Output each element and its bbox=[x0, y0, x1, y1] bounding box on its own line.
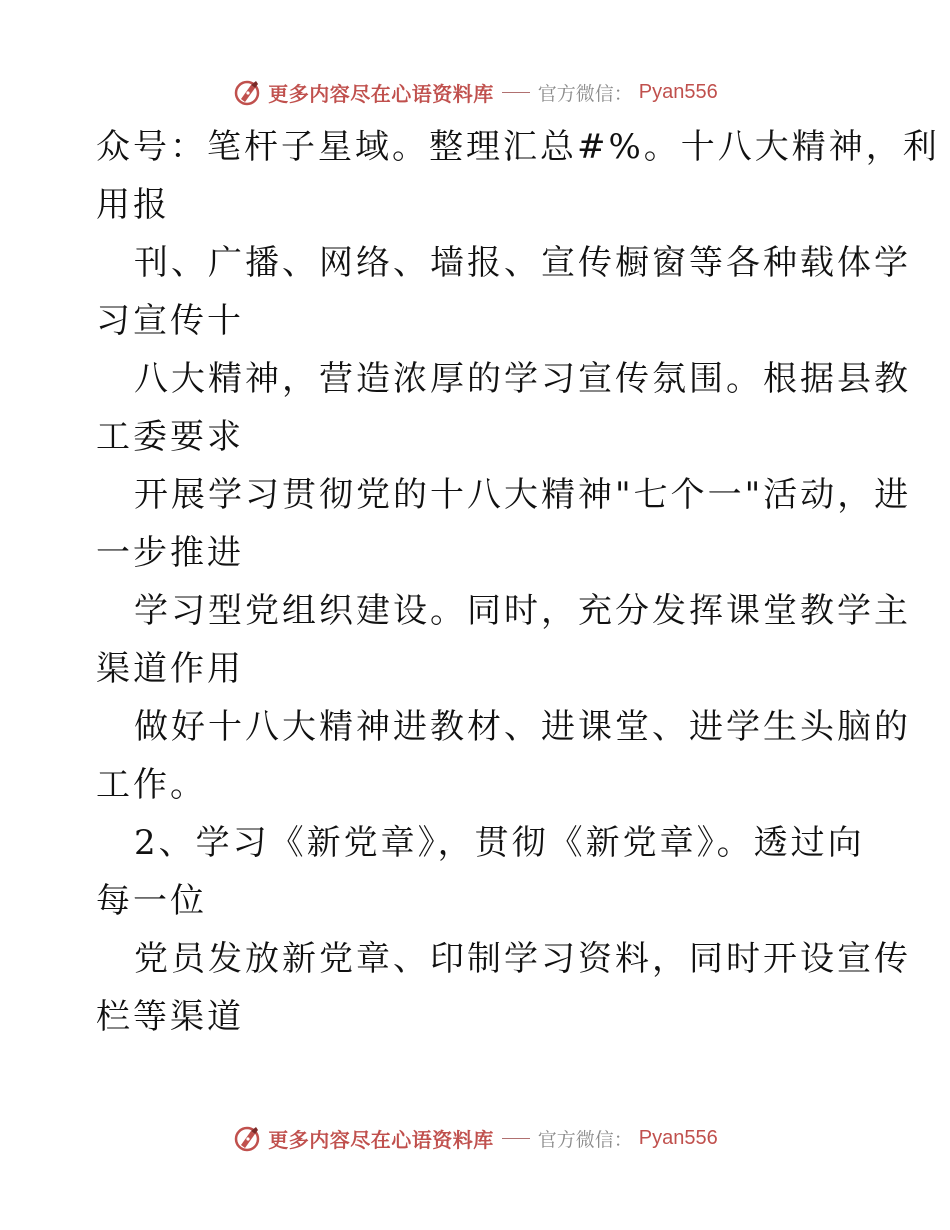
footer-id-text: Pyan556 bbox=[638, 1126, 718, 1149]
header-id-text: Pyan556 bbox=[638, 80, 718, 103]
header-main-text: 更多内容尽在心语资料库 bbox=[268, 81, 494, 106]
footer-sub-text: 官方微信： bbox=[537, 1128, 633, 1151]
doc-line: 工作。 bbox=[96, 765, 207, 805]
doc-line: 开展学习贯彻党的十八大精神"七个一"活动，进 bbox=[134, 475, 912, 515]
doc-line: 一步推进 bbox=[96, 533, 244, 573]
doc-line: 八大精神，营造浓厚的学习宣传氛围。根据县教 bbox=[134, 359, 911, 399]
header-sub-text: 官方微信： bbox=[537, 82, 633, 105]
footer-dash bbox=[502, 1138, 530, 1139]
header-banner bbox=[0, 72, 950, 112]
doc-line: 学习型党组织建设。同时，充分发挥课堂教学主 bbox=[134, 591, 911, 631]
pen-nib-circle-icon bbox=[232, 1123, 262, 1153]
footer-banner bbox=[0, 1118, 950, 1158]
doc-line: 栏等渠道 bbox=[96, 997, 244, 1037]
doc-line: 工委要求 bbox=[96, 417, 244, 457]
doc-line: 渠道作用 bbox=[96, 649, 244, 689]
doc-line: 做好十八大精神进教材、进课堂、进学生头脑的 bbox=[134, 707, 911, 747]
document-body bbox=[96, 118, 940, 1046]
doc-line: 2、学习《新党章》，贯彻《新党章》。透过向 bbox=[134, 823, 865, 863]
header-dash bbox=[502, 92, 530, 93]
doc-line: 众号：笔杆子星域。整理汇总#%。十八大精神，利 bbox=[96, 127, 940, 167]
pen-nib-circle-icon bbox=[232, 77, 262, 107]
doc-line: 习宣传十 bbox=[96, 301, 244, 341]
doc-line: 党员发放新党章、印制学习资料，同时开设宣传 bbox=[134, 939, 911, 979]
doc-line: 每一位 bbox=[96, 881, 207, 921]
doc-line: 用报 bbox=[96, 185, 170, 225]
footer-main-text: 更多内容尽在心语资料库 bbox=[268, 1127, 494, 1152]
doc-line: 刊、广播、网络、墙报、宣传橱窗等各种载体学 bbox=[134, 243, 911, 283]
